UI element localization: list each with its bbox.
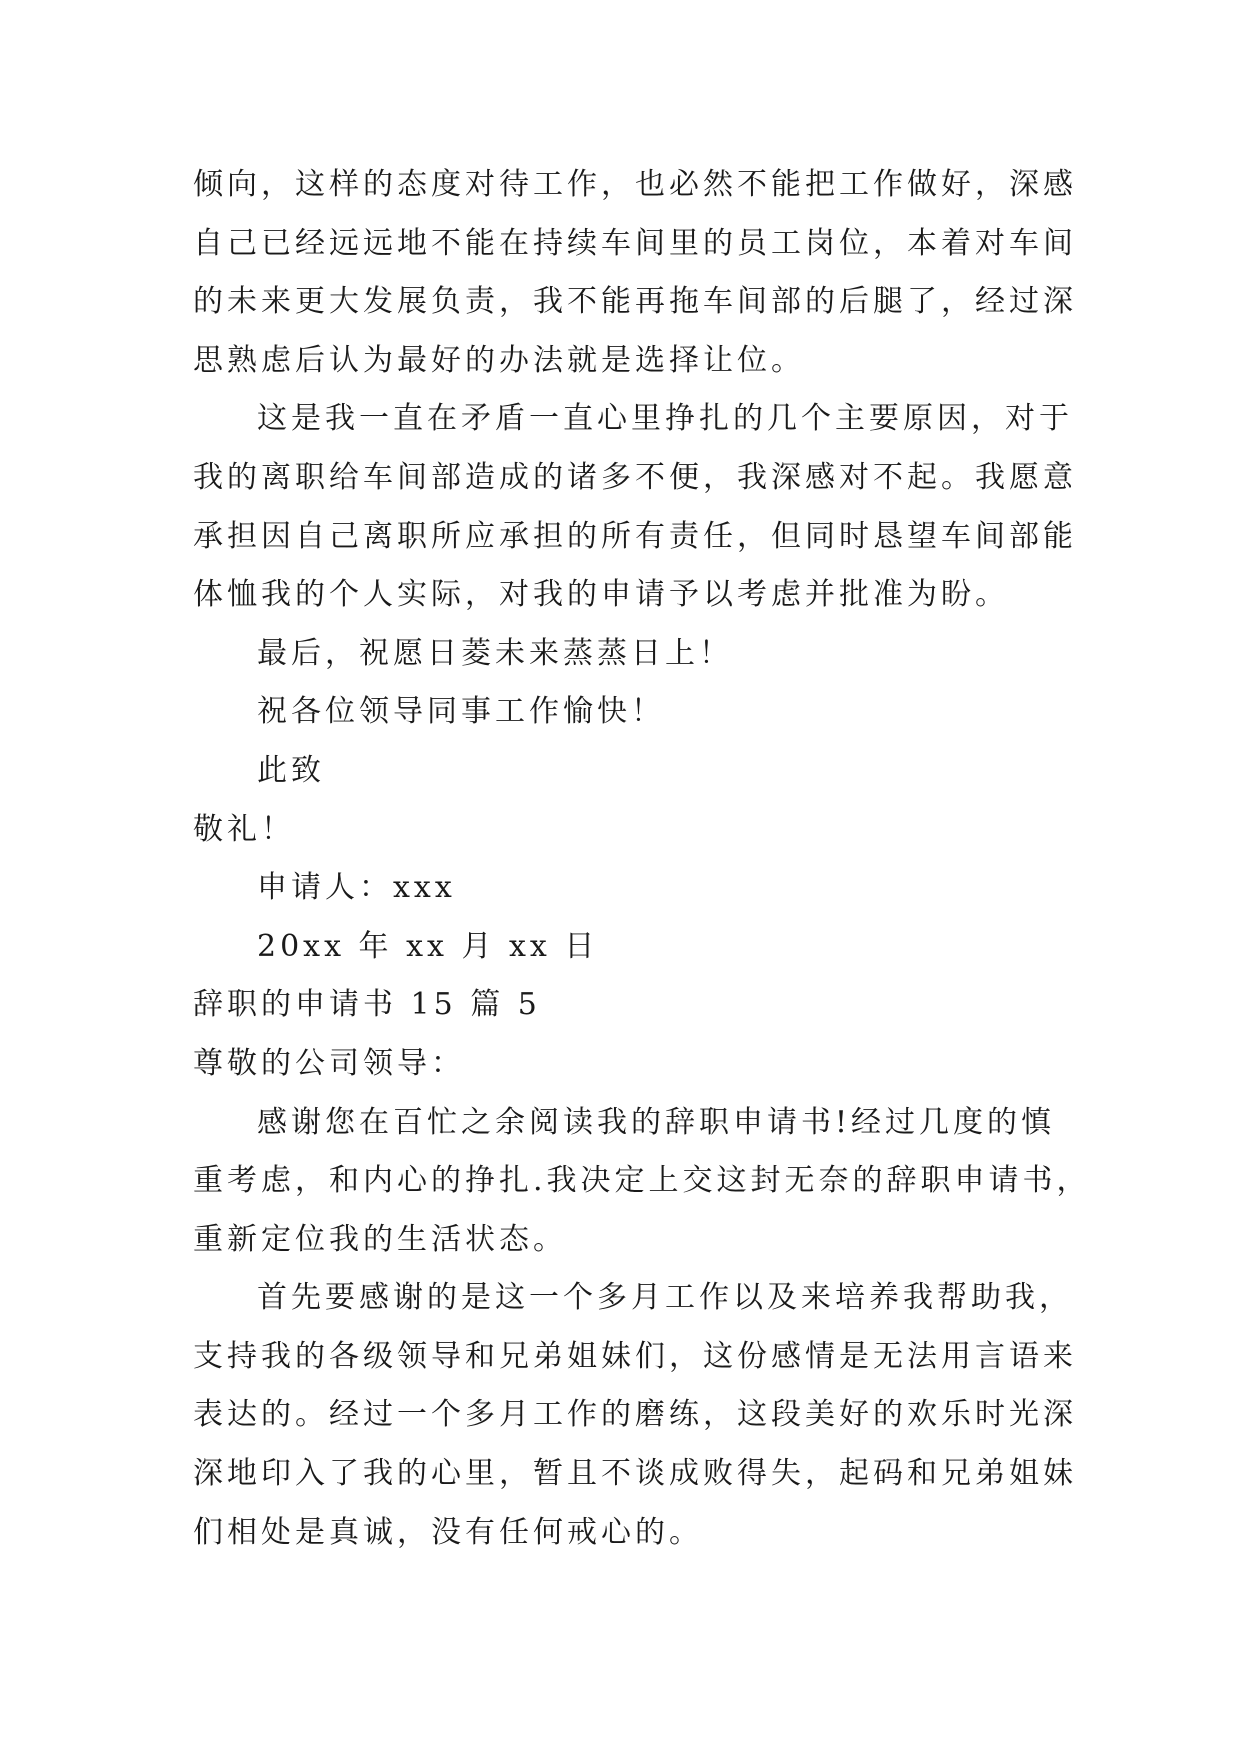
text-line: 倾向，这样的态度对待工作，也必然不能把工作做好，深感 (193, 167, 1077, 202)
text-line: 承担因自己离职所应承担的所有责任，但同时恳望车间部能 (193, 518, 1077, 554)
text-line: 自己已经远远地不能在持续车间里的员工岗位，本着对车间 (193, 225, 1077, 261)
text-line: 祝各位领导同事工作愉快！ (257, 694, 665, 730)
text-line: 表达的。经过一个多月工作的磨练，这段美好的欢乐时光深 (193, 1397, 1077, 1433)
text-line: 我的离职给车间部造成的诸多不便，我深感对不起。我愿意 (193, 459, 1077, 495)
text-line: 重新定位我的生活状态。 (193, 1221, 567, 1257)
text-line: 最后，祝愿日菱未来蒸蒸日上！ (257, 635, 733, 671)
text-line: 支持我的各级领导和兄弟姐妹们，这份感情是无法用言语来 (193, 1338, 1077, 1374)
text-line: 辞职的申请书 15 篇 5 (193, 987, 541, 1023)
text-line: 这是我一直在矛盾一直心里挣扎的几个主要原因，对于 (257, 401, 1073, 437)
text-line: 此致 (257, 752, 325, 788)
document-body (193, 156, 1091, 1562)
text-line: 体恤我的个人实际，对我的申请予以考虑并批准为盼。 (193, 577, 1009, 613)
text-line: 感谢您在百忙之余阅读我的辞职申请书!经过几度的慎 (257, 1104, 1056, 1140)
text-line: 20xx 年 xx 月 xx 日 (257, 928, 599, 964)
text-line: 首先要感谢的是这一个多月工作以及来培养我帮助我， (257, 1280, 1073, 1316)
text-line: 们相处是真诚，没有任何戒心的。 (193, 1514, 703, 1550)
text-line: 的未来更大发展负责，我不能再拖车间部的后腿了，经过深 (193, 284, 1077, 320)
text-line: 尊敬的公司领导： (193, 1045, 465, 1081)
text-line: 申请人：xxx (257, 870, 456, 906)
text-line: 思熟虑后认为最好的办法就是选择让位。 (193, 342, 805, 378)
text-line: 重考虑，和内心的挣扎.我决定上交这封无奈的辞职申请书， (193, 1163, 1091, 1199)
text-line: 深地印入了我的心里，暂且不谈成败得失，起码和兄弟姐妹 (193, 1456, 1077, 1492)
text-line: 敬礼！ (193, 811, 295, 847)
